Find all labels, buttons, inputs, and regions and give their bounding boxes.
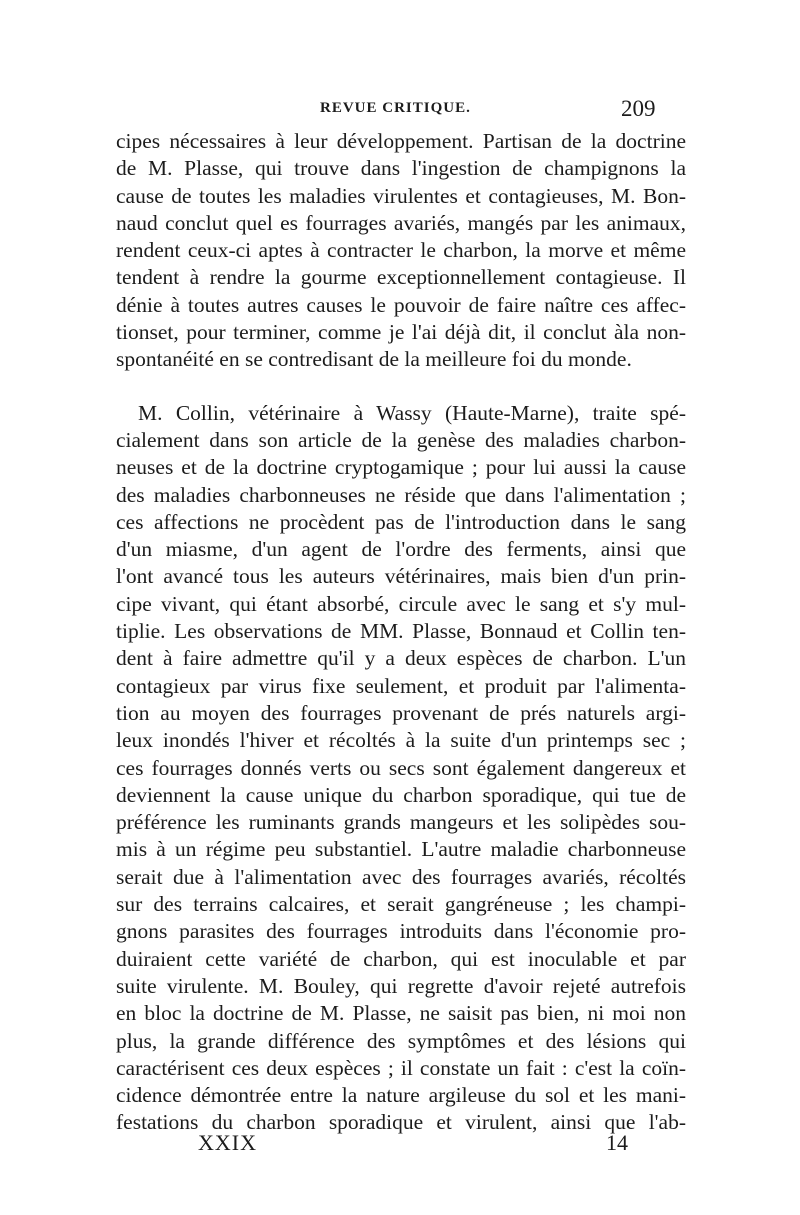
text-line: cipes nécessaires à leur développement. Partisan de la doctrine [116, 129, 686, 153]
page-number: 209 [621, 96, 656, 121]
text-line: suite virulente. M. Bouley, qui regrette d'avoir rejeté autrefois [116, 973, 686, 998]
paragraph-1 [116, 128, 686, 374]
text-line: contagieux par virus fixe seulement, et produit par l'alimenta- [116, 673, 686, 698]
text-line: leux inondés l'hiver et récoltés à la suite d'un printemps sec ; [116, 728, 686, 753]
text-line: neuses et de la doctrine cryptogamique ; pour lui aussi la cause [116, 455, 686, 480]
text-line: tion au moyen des fourrages provenant de prés naturels argi- [116, 700, 686, 725]
paragraph-2 [116, 400, 686, 1137]
text-line: caractérisent ces deux espèces ; il constate un fait : c'est la coïn- [116, 1055, 686, 1080]
sheet-number: 14 [606, 1130, 628, 1155]
text-line: tiplie. Les observations de MM. Plasse, Bonnaud et Collin ten- [116, 619, 686, 644]
paragraph-gap [116, 374, 686, 400]
text-line: l'ont avancé tous les auteurs vétérinaires, mais bien d'un prin- [116, 564, 686, 589]
text-line: deviennent la cause unique du charbon sporadique, qui tue de [116, 782, 686, 807]
text-line: plus, la grande différence des symptômes et des lésions qui [116, 1028, 686, 1053]
text-line: cipe vivant, qui étant absorbé, circule avec le sang et s'y mul- [116, 591, 686, 616]
text-line: naud conclut quel es fourrages avariés, mangés par les animaux, [116, 210, 686, 235]
running-head [0, 96, 800, 124]
body-text [116, 128, 686, 1137]
text-line: festations du charbon sporadique et virulent, ainsi que l'ab- [116, 1110, 686, 1135]
text-line: dénie à toutes autres causes le pouvoir de faire naître ces affec- [116, 292, 686, 317]
signature-mark: XXIX [198, 1130, 257, 1155]
text-line: M. Collin, vétérinaire à Wassy (Haute-Marne), traite spé- [138, 400, 686, 425]
text-line: en bloc la doctrine de M. Plasse, ne saisit pas bien, ni moi non [116, 1001, 686, 1026]
text-line: de M. Plasse, qui trouve dans l'ingestion de champignons la [116, 156, 686, 181]
text-line: spontanéité en se contredisant de la meilleure foi du monde. [116, 347, 632, 372]
text-line: d'un miasme, d'un agent de l'ordre des ferments, ainsi que [116, 537, 686, 562]
text-line: duiraient cette variété de charbon, qui est inoculable et par [116, 946, 686, 971]
text-line: mis à un régime peu substantiel. L'autre maladie charbonneuse [116, 837, 686, 862]
text-line: tendent à rendre la gourme exceptionnellement contagieuse. Il [116, 265, 686, 290]
text-line: cause de toutes les maladies virulentes et contagieuses, M. Bon- [116, 183, 686, 208]
text-line: serait due à l'alimentation avec des fourrages avariés, récoltés [116, 864, 686, 889]
text-line: gnons parasites des fourrages introduits dans l'économie pro- [116, 919, 686, 944]
text-line: cidence démontrée entre la nature argileuse du sol et les mani- [116, 1083, 686, 1108]
text-line: dent à faire admettre qu'il y a deux espèces de charbon. L'un [116, 646, 686, 671]
page-footer [0, 1130, 800, 1160]
text-line: tionset, pour terminer, comme je l'ai déjà dit, il conclut àla non- [116, 320, 686, 345]
text-line: cialement dans son article de la genèse des maladies charbon- [116, 427, 686, 452]
text-line: rendent ceux-ci aptes à contracter le charbon, la morve et même [116, 238, 686, 263]
text-line: sur des terrains calcaires, et serait gangréneuse ; les champi- [116, 892, 686, 917]
text-line: ces fourrages donnés verts ou secs sont également dangereux et [116, 755, 686, 780]
text-line: ces affections ne procèdent pas de l'introduction dans le sang [116, 509, 686, 534]
text-line: des maladies charbonneuses ne réside que dans l'alimentation ; [116, 482, 686, 507]
running-title: REVUE CRITIQUE. [320, 100, 471, 116]
text-line: préférence les ruminants grands mangeurs et les solipèdes sou- [116, 810, 686, 835]
